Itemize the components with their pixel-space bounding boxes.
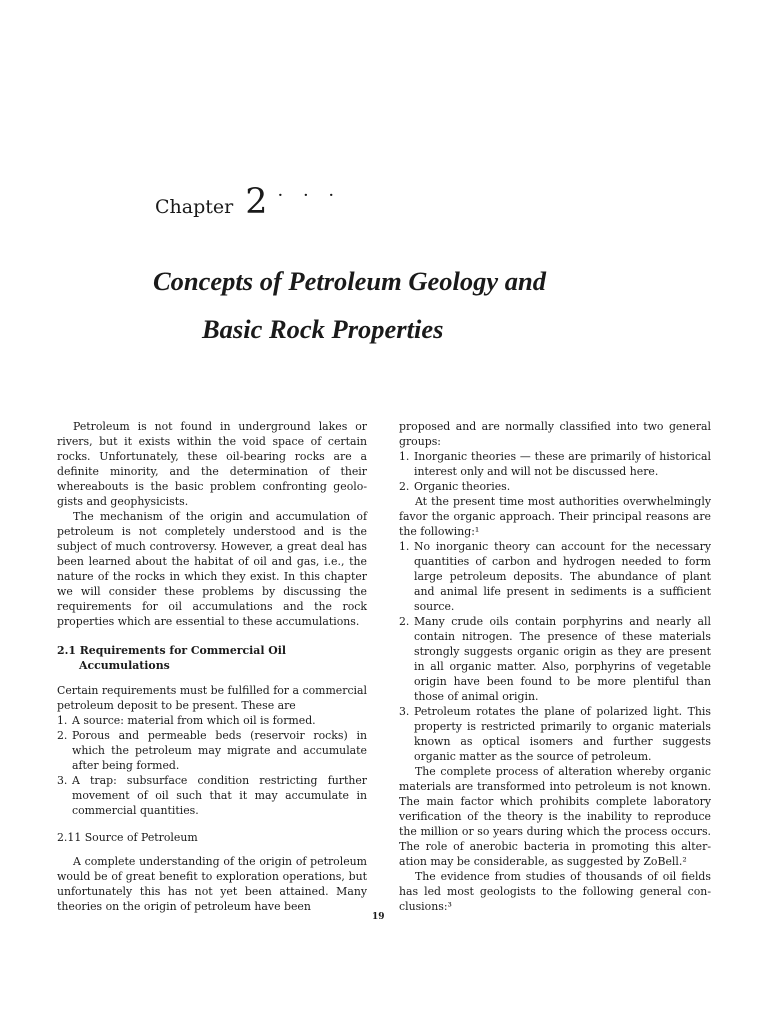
theories-list	[399, 449, 711, 494]
list-item-text: Porous and permeable beds (reservoir rocks) in which the petroleum may migrate and accumulate after being formed.	[72, 729, 367, 772]
left-column	[57, 419, 367, 914]
list-item	[57, 713, 367, 728]
list-item-number: 1.	[399, 540, 410, 553]
section-paragraph-1: Certain requirements must be fulfilled for a commercial petroleum deposit to be present. These are	[57, 684, 367, 712]
list-item	[399, 479, 711, 494]
right-column	[399, 419, 711, 914]
intro-paragraph-2: The mechanism of the origin and accumulation of petroleum is not completely understood and is the subject of much controversy. However, a great deal has been learned about the habitat of oil and gas, i.e., the nature of the rocks in which they exist. In this chapter we will consider these problems by discussing the requirements for oil accumulations and the rock properties which are essential to these accumulations.	[57, 510, 367, 628]
reasons-list	[399, 539, 711, 764]
subsection-heading: 2.11 Source of Petroleum	[57, 831, 198, 844]
list-item-text: Inorganic theories — these are primarily of historical interest only and will not be discussed here.	[414, 450, 711, 478]
right-paragraph-2: At the present time most authorities overwhelmingly favor the organic approach. Their principal reasons are the following:¹	[399, 495, 711, 538]
chapter-number: 2	[245, 182, 268, 222]
chapter-heading	[155, 182, 341, 222]
page-number: 19	[372, 912, 385, 922]
list-item-number: 2.	[57, 729, 68, 742]
list-item-number: 2.	[399, 615, 410, 628]
list-item-number: 1.	[399, 450, 410, 463]
list-item	[399, 704, 711, 764]
chapter-word: Chapter	[155, 196, 234, 218]
list-item-text: A trap: subsurface condition restricting further movement of oil such that it may accumulate in commercial quantities.	[72, 774, 367, 817]
list-item	[57, 728, 367, 773]
list-item	[57, 773, 367, 818]
list-item	[399, 449, 711, 479]
right-paragraph-3: The complete process of alteration whereby organic materials are transformed into petroleum is not known. The main factor which prohibits complete laboratory verification of the theory is the inability to reproduce the million or so years during which the process occurs. The role of anerobic bacteria in promoting this alteration may be considerable, as suggested by ZoBell.²	[399, 765, 711, 868]
chapter-dots: · · ·	[277, 185, 342, 206]
list-item-number: 1.	[57, 714, 68, 727]
list-item	[399, 614, 711, 704]
requirements-list	[57, 713, 367, 818]
intro-paragraph-1: Petroleum is not found in underground lakes or rivers, but it exists within the void space of certain rocks. Unfortunately, these oil-bearing rocks are a definite minority, and the determination of their whereabouts is the basic problem confronting geologists and geophysicists.	[57, 420, 367, 508]
list-item-number: 2.	[399, 480, 410, 493]
list-item-number: 3.	[57, 774, 68, 787]
chapter-title-line-1: Concepts of Petroleum Geology and	[153, 266, 547, 296]
list-item-text: No inorganic theory can account for the necessary quantities of carbon and hydrogen needed to form large petroleum deposits. The abundance of plant and animal life present in sediments is a sufficient source.	[414, 540, 711, 613]
list-item-text: Petroleum rotates the plane of polarized light. This property is restricted primarily to organic materials known as optical isomers and further suggests organic matter as the source of petroleum.	[414, 705, 711, 763]
list-item-text: Organic theories.	[414, 480, 511, 493]
chapter-title-line-2: Basic Rock Properties	[202, 314, 444, 344]
section-heading: 2.1 Requirements for Commercial Oil Accumulations	[57, 644, 287, 672]
list-item-text: A source: material from which oil is formed.	[72, 714, 316, 727]
list-item-text: Many crude oils contain porphyrins and nearly all contain nitrogen. The presence of these materials strongly suggests organic origin as they are present in all organic matter. Also, porphyrins of vegetable origin have been found to be more plentiful than those of animal origin.	[414, 615, 711, 703]
right-paragraph-1: proposed and are normally classified into two general groups:	[399, 420, 711, 448]
right-paragraph-4: The evidence from studies of thousands of oil fields has led most geologists to the following general conclusions:³	[399, 870, 711, 913]
subsection-paragraph-1: A complete understanding of the origin of petroleum would be of great benefit to exploration operations, but unfortunately this has not yet been attained. Many theories on the origin of petroleum have been	[57, 855, 367, 913]
list-item-number: 3.	[399, 705, 410, 718]
list-item	[399, 539, 711, 614]
